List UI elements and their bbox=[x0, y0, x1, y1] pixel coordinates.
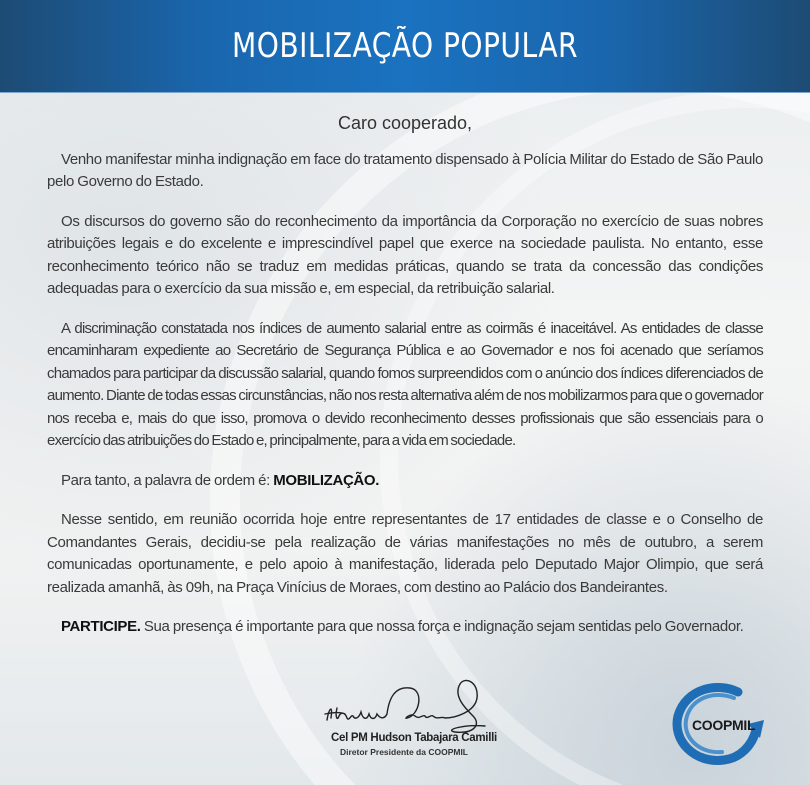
participe-text: Sua presença é importante para que nossa força e indignação sejam sentidas pelo Governador. bbox=[140, 618, 744, 635]
signature-scribble-icon bbox=[315, 668, 515, 738]
greeting: Caro cooperado, bbox=[337, 113, 473, 133]
paragraph-4: Nesse sentido, em reunião ocorrida hoje entre representantes de 17 entidades de classe e o Conselho de Comandantes Gerais, decidiu-se pela realização de várias manifestações no mês de outubro, a serem comunicadas oportunamente, e pelo apoio à manifestação, liderada pelo Deputado Major Olimpio, que será realizada amanhã, às 09h, na Praça Vinícius de Moraes, com destino ao Palácio dos Bandeirantes. bbox=[47, 511, 763, 596]
watchword-line bbox=[47, 470, 763, 493]
paragraph-1: Venho manifestar minha indignação em face do tratamento dispensado à Polícia Militar do Estado de São Paulo pelo Governo do Estado. bbox=[47, 150, 763, 190]
watchword: MOBILIZAÇÃO. bbox=[273, 471, 380, 489]
coopmil-logo bbox=[668, 680, 768, 770]
header-banner bbox=[0, 0, 810, 93]
paragraph-2: Os discursos do governo são do reconhecimento da importância da Corporação no exercício de suas nobres atribuições legais e do excelente e imprescindível papel que exerce na sociedade paulista. No entanto, esse reconhecimento teórico não se traduz em medidas práticas, quando se trata da concessão das condições adequadas para o exercício da sua missão e, em especial, da retribuição salarial. bbox=[47, 212, 763, 297]
participe-line bbox=[47, 616, 763, 639]
letter-body bbox=[47, 112, 763, 656]
watchword-prefix: Para tanto, a palavra de ordem é: bbox=[61, 471, 274, 489]
signature-block bbox=[315, 668, 515, 778]
page-title: MOBILIZAÇÃO POPULAR bbox=[231, 26, 579, 66]
participe-label: PARTICIPE. bbox=[61, 618, 141, 635]
signer-name: Cel PM Hudson Tabajara Camilli bbox=[331, 732, 497, 744]
logo-text: COOPMIL bbox=[692, 717, 756, 733]
paragraph-3: A discriminação constatada nos índices de aumento salarial entre as coirmãs é inaceitável. As entidades de classe encaminharam expediente ao Secretário de Segurança Pública e ao Governador e nos foi acenado que seríamos chamados para participar da discussão salarial, quando fomos surpreendidos com o anúncio dos índices diferenciados de aumento. Diante de todas essas circunstâncias, não nos resta alternativa além de nos mobilizarmos para que o governador nos receba e, mais do que isso, promova o devido reconhecimento desses profissionais que são essenciais para o exercício das atribuições do Estado e, principalmente, para a vida em sociedade. bbox=[47, 319, 763, 449]
signer-title: Diretor Presidente da COOPMIL bbox=[340, 747, 468, 757]
